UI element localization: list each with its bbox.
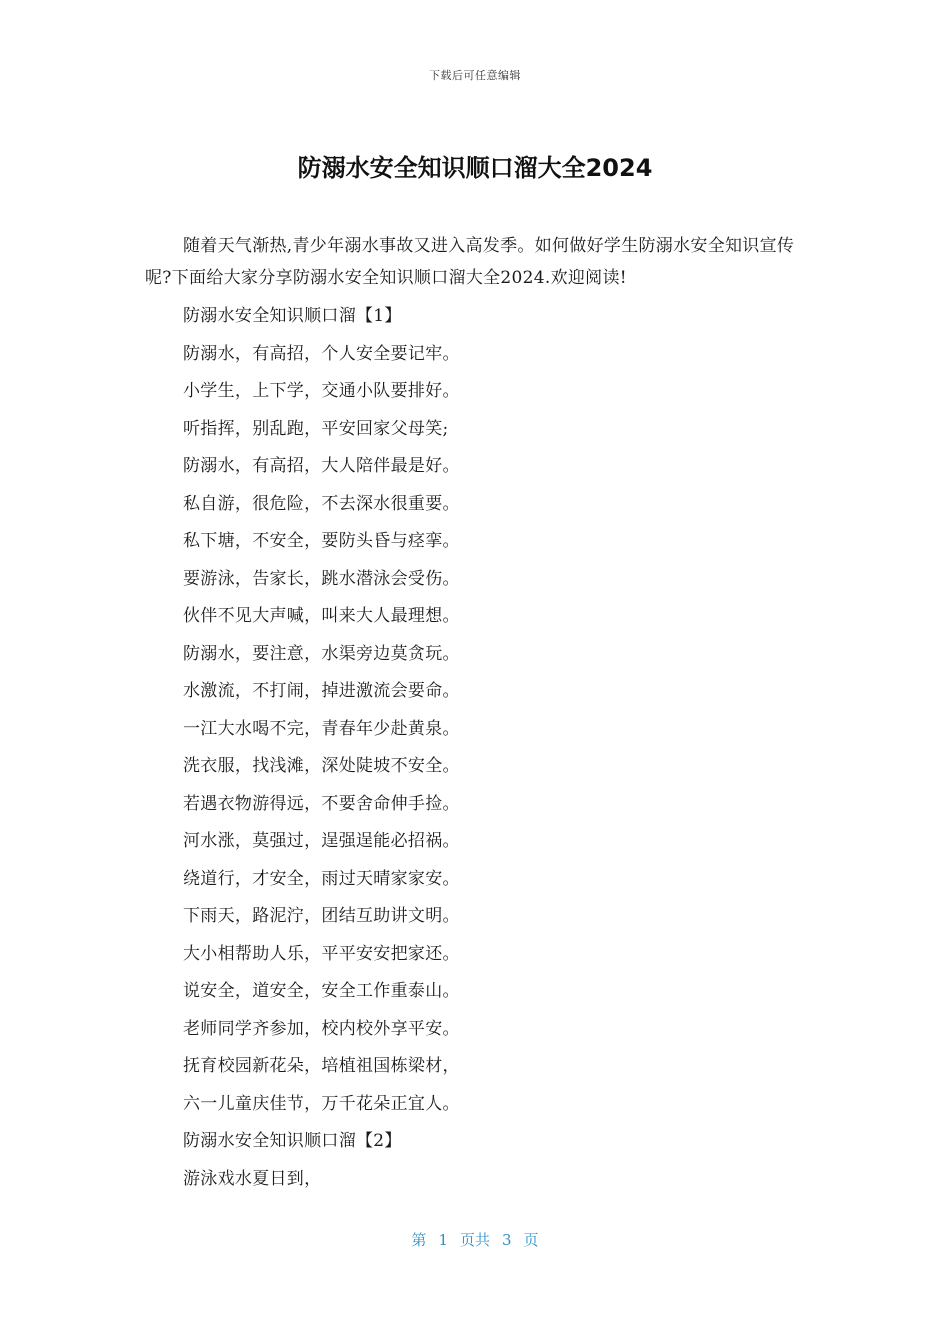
verse-line: 防溺水，有高招，个人安全要记牢。	[183, 343, 460, 364]
verse-line: 游泳戏水夏日到，	[183, 1168, 322, 1189]
page-footer	[0, 1229, 950, 1250]
footer-prefix: 第	[411, 1231, 427, 1249]
page-header-note: 下载后可任意编辑	[429, 69, 521, 82]
verse-line: 一江大水喝不完，青春年少赴黄泉。	[183, 718, 460, 739]
verse-line: 防溺水安全知识顺口溜【2】	[183, 1131, 402, 1151]
footer-total-pages: 3	[502, 1231, 512, 1249]
verse-line: 私自游，很危险，不去深水很重要。	[183, 493, 460, 514]
document-body	[145, 230, 807, 1198]
verse-line: 防溺水，有高招，大人陪伴最是好。	[183, 456, 460, 476]
document-title: 防溺水安全知识顺口溜大全2024	[297, 154, 653, 182]
verse-line: 大小相帮助人乐，平平安安把家还。	[183, 943, 460, 964]
footer-page-number: 1	[438, 1231, 448, 1249]
verse-line: 水激流，不打闹，掉进激流会要命。	[183, 681, 460, 701]
verse-line: 防溺水安全知识顺口溜【1】	[183, 306, 402, 326]
verse-lines	[145, 298, 807, 1198]
footer-middle: 页共	[459, 1231, 490, 1249]
verse-line: 说安全，道安全，安全工作重泰山。	[183, 981, 460, 1001]
verse-line: 下雨天，路泥泞，团结互助讲文明。	[183, 906, 460, 926]
intro-paragraph: 随着天气渐热,青少年溺水事故又进入高发季。如何做好学生防溺水安全知识宣传呢?下面给大家分享防溺水安全知识顺口溜大全2024.欢迎阅读!	[145, 236, 795, 288]
verse-line: 六一儿童庆佳节，万千花朵正宜人。	[183, 1093, 460, 1114]
verse-line: 老师同学齐参加，校内校外享平安。	[183, 1018, 460, 1039]
verse-line: 要游泳，告家长，跳水潜泳会受伤。	[183, 568, 460, 589]
verse-line: 伙伴不见大声喊，叫来大人最理想。	[183, 606, 460, 626]
verse-line: 私下塘，不安全，要防头昏与痉挛。	[183, 531, 460, 551]
verse-line: 绕道行，才安全，雨过天晴家家安。	[183, 868, 460, 889]
verse-line: 抚育校园新花朵，培植祖国栋梁材，	[183, 1056, 460, 1076]
verse-line: 防溺水，要注意，水渠旁边莫贪玩。	[183, 643, 460, 664]
verse-line: 小学生，上下学，交通小队要排好。	[183, 381, 460, 401]
verse-line: 河水涨，莫强过，逞强逞能必招祸。	[183, 831, 460, 851]
verse-line: 听指挥，别乱跑，平安回家父母笑;	[183, 418, 449, 439]
verse-line: 洗衣服，找浅滩，深处陡坡不安全。	[183, 756, 460, 776]
verse-line: 若遇衣物游得远，不要舍命伸手捡。	[183, 793, 460, 814]
footer-suffix: 页	[523, 1231, 539, 1249]
